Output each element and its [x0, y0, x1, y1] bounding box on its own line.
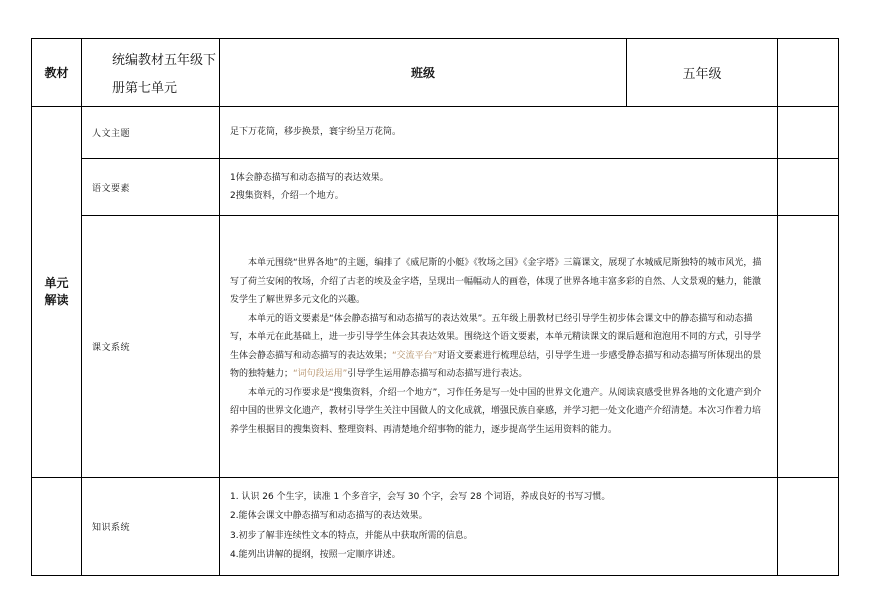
language-line-2: 2搜集资料，介绍一个地方。	[230, 191, 344, 201]
blank-cell	[778, 159, 839, 216]
textbook-label: 教材	[32, 39, 82, 107]
class-label: 班级	[220, 39, 627, 107]
text-system-row	[32, 216, 839, 478]
blank-cell	[32, 478, 82, 576]
language-row	[32, 159, 839, 216]
knowledge-item-3: 3.初步了解非连续性文本的特点，并能从中获取所需的信息。	[230, 530, 473, 541]
section-line1: 单元	[44, 276, 69, 290]
knowledge-item-4: 4.能列出讲解的提纲，按照一定顺序讲述。	[230, 550, 401, 560]
textbook-name	[82, 39, 220, 107]
language-text	[220, 159, 778, 216]
grade-value: 五年级	[627, 39, 778, 107]
section-line2: 解读	[44, 293, 69, 307]
textbook-name-line2: 册第七单元	[112, 80, 178, 96]
blank-cell	[778, 107, 839, 159]
knowledge-item-1: 1. 认识 26 个生字，读准 1 个多音字，会写 30 个字，会写 28 个词语，养成良好的书写习惯。	[230, 491, 611, 502]
sentence-usage-text: “词句段运用”	[293, 369, 348, 379]
p2-part-a: 本单元的语文要素是“体会静态描写和动态描写的表达效果”。五年级上册教材已经引导学生初步体会课文中的静态描写和动态描写，本单元在此基础上，进一步引导学生体会其表达效果。围绕这个语文要素，本单元精读课文的课后题和泡泡用不同的方式，引导学生体会静态描写和动态描写的表达效果；	[230, 313, 762, 361]
blank-cell	[778, 39, 839, 107]
humanities-row	[32, 107, 839, 159]
unit-plan-table	[31, 38, 839, 576]
blank-cell	[778, 478, 839, 576]
knowledge-row	[32, 478, 839, 576]
text-system-label: 课文系统	[82, 216, 220, 478]
header-row	[32, 39, 839, 107]
text-system-paragraph-3: 本单元的习作要求是“搜集资料，介绍一个地方”，习作任务是写一处中国的世界文化遗产。从阅读哀感受世界各地的文化遗产到介绍中国的世界文化遗产，教材引导学生关注中国做人的文化成就，增强民族自豪感，并学习把一处文化遗产介绍清楚。本次习作着力培养学生根据目的搜集资料、整理资料、再清楚地介绍事物的能力，逐步提高学生运用资料的能力。	[230, 387, 762, 435]
text-system-paragraph-1: 本单元围绕“世界各地”的主题，编排了《威尼斯的小艇》《牧场之国》《金字塔》三篇课文，展现了水城威尼斯独特的城市风光，描写了荷兰安闲的牧场，介绍了古老的埃及金字塔，呈现出一幅幅动人的画卷，体现了世界各地丰富多彩的自然、人文景观的魅力，能激发学生了解世界多元文化的兴趣。	[230, 258, 762, 305]
blank-cell	[778, 216, 839, 478]
humanities-label: 人文主题	[82, 107, 220, 159]
language-label: 语文要素	[82, 159, 220, 216]
knowledge-item-2: 2.能体会课文中静态描写和动态描写的表达效果。	[230, 511, 428, 521]
knowledge-label: 知识系统	[82, 478, 220, 576]
p2-part-c: 对语文要素进行梳理总结，引导学生进一步感受静态描写和动态描写所体现出的景物的独特魅力；	[230, 350, 762, 379]
exchange-platform-text: “交流平台”	[392, 350, 438, 361]
textbook-name-line1: 统编教材五年级下	[112, 52, 217, 68]
language-line-1: 1体会静态描写和动态描写的表达效果。	[230, 172, 389, 183]
text-system-paragraph-2	[230, 310, 767, 384]
unit-analysis-section	[32, 107, 82, 478]
text-system-text	[220, 216, 778, 478]
humanities-text: 足下万花筒，移步换景，寰宇纷呈万花筒。	[220, 107, 778, 159]
knowledge-text	[220, 478, 778, 576]
p2-part-e: 引导学生运用静态描写和动态描写进行表达。	[347, 369, 528, 379]
